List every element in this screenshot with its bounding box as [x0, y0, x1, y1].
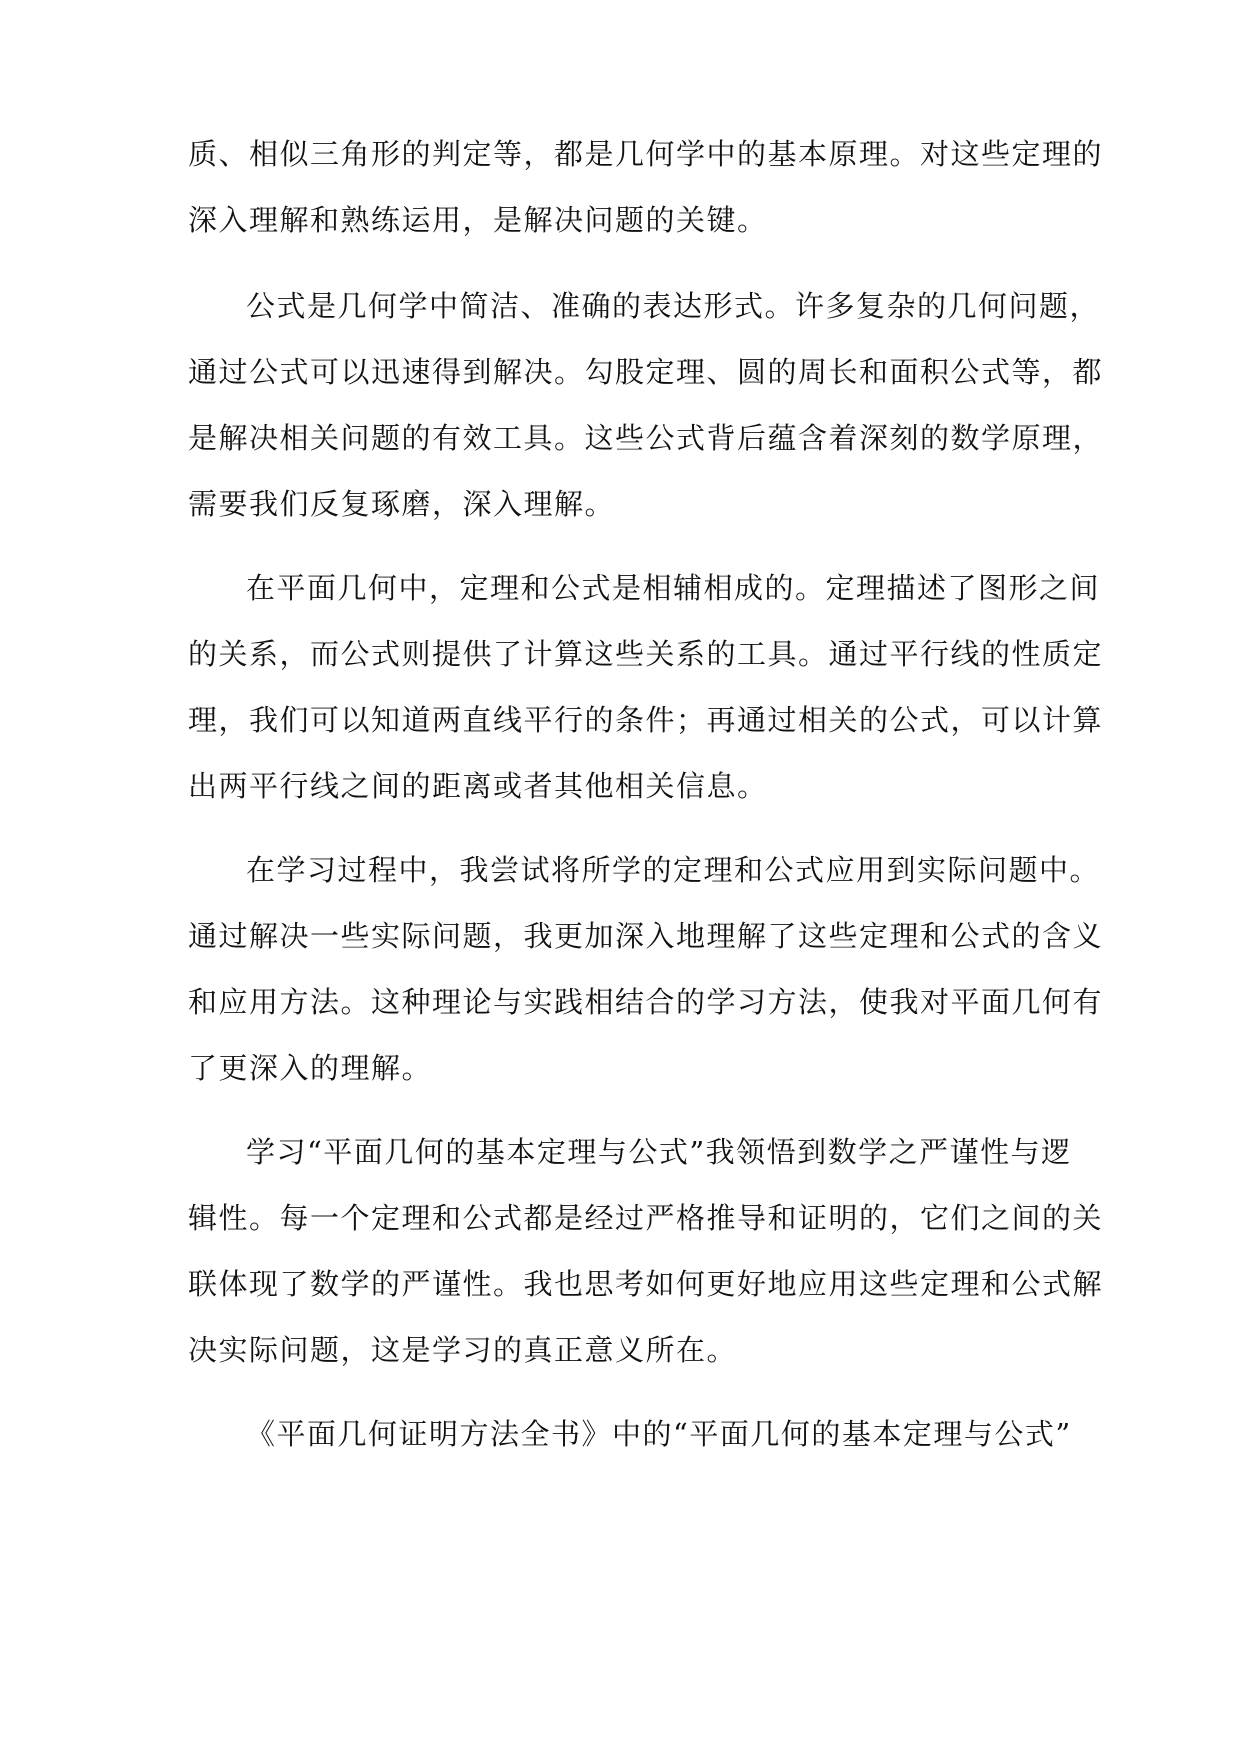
text-line: 辑性。每一个定理和公式都是经过严格推导和证明的，它们之间的关: [188, 1201, 1104, 1235]
paragraph-first-line: 《平面几何证明方法全书》中的“平面几何的基本定理与公式”: [246, 1417, 1072, 1451]
text-line: 理，我们可以知道两直线平行的条件；再通过相关的公式，可以计算: [188, 703, 1104, 737]
text-line: 深入理解和熟练运用，是解决问题的关键。: [188, 203, 768, 237]
text-line: 了更深入的理解。: [188, 1051, 433, 1085]
text-line: 是解决相关问题的有效工具。这些公式背后蕴含着深刻的数学原理，: [188, 421, 1104, 455]
text-line: 质、相似三角形的判定等，都是几何学中的基本原理。对这些定理的: [188, 137, 1104, 171]
text-line: 通过解决一些实际问题，我更加深入地理解了这些定理和公式的含义: [188, 919, 1104, 953]
paragraph-first-line: 在平面几何中，定理和公式是相辅相成的。定理描述了图形之间: [246, 571, 1101, 605]
text-line: 和应用方法。这种理论与实践相结合的学习方法，使我对平面几何有: [188, 985, 1104, 1019]
paragraph-first-line: 公式是几何学中简洁、准确的表达形式。许多复杂的几何问题，: [246, 289, 1101, 323]
text-line: 决实际问题，这是学习的真正意义所在。: [188, 1333, 738, 1367]
text-line: 需要我们反复琢磨，深入理解。: [188, 487, 616, 521]
paragraph-first-line: 学习“平面几何的基本定理与公式”我领悟到数学之严谨性与逻: [246, 1135, 1072, 1169]
text-line: 出两平行线之间的距离或者其他相关信息。: [188, 769, 768, 803]
text-line: 联体现了数学的严谨性。我也思考如何更好地应用这些定理和公式解: [188, 1267, 1104, 1301]
text-line: 的关系，而公式则提供了计算这些关系的工具。通过平行线的性质定: [188, 637, 1104, 671]
text-line: 通过公式可以迅速得到解决。勾股定理、圆的周长和面积公式等，都: [188, 355, 1104, 389]
paragraph-first-line: 在学习过程中，我尝试将所学的定理和公式应用到实际问题中。: [246, 853, 1101, 887]
